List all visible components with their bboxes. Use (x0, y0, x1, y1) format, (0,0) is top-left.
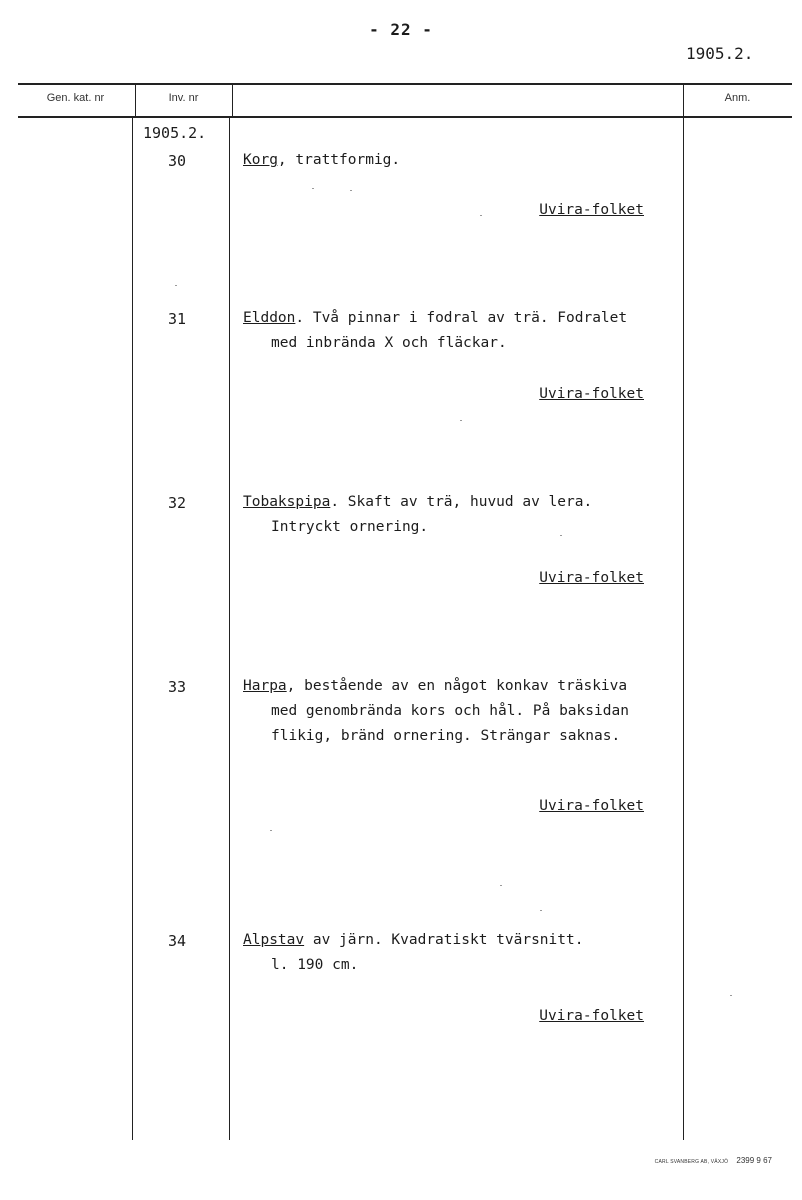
entry-text-line: , trattformig. (277, 152, 401, 168)
entry-text-line: av järn. Kvadratiskt tvärsnitt. (304, 932, 584, 948)
column-line-anm-left (683, 118, 684, 1140)
inventory-number: 34 (168, 932, 187, 950)
column-header-gen-kat-nr: Gen. kat. nr (46, 92, 105, 104)
inventory-number: 32 (168, 494, 187, 512)
inventory-number: 33 (168, 678, 187, 696)
printer-name: CARL SVANBERG AB, VÄXJÖ (654, 1159, 729, 1165)
column-header-inv-nr: Inv. nr (168, 92, 199, 104)
entry-text-line: , bestående av en något konkav träskiva (286, 678, 628, 694)
inventory-number: 31 (168, 310, 187, 328)
entry-description (243, 674, 663, 749)
column-divider-2 (232, 83, 233, 118)
series-number-header: 1905.2. (686, 44, 754, 63)
entry-title: Elddon (243, 310, 296, 326)
entry-origin: Uvira-folket (539, 1008, 644, 1024)
entry-text-line: med genombrända kors och hål. På baksidan (271, 703, 629, 719)
scan-speck (270, 830, 272, 831)
column-line-inv-left (132, 118, 133, 1140)
column-header-anm: Anm. (724, 92, 751, 104)
scan-speck (560, 535, 562, 536)
entry-title: Korg (243, 152, 278, 168)
series-label: 1905.2. (143, 124, 207, 142)
scan-speck (175, 285, 177, 286)
entry-description (243, 928, 663, 978)
entry-text-line: l. 190 cm. (271, 957, 359, 973)
entry-origin: Uvira-folket (539, 570, 644, 586)
entry-description (243, 306, 663, 356)
scan-speck (350, 190, 352, 191)
entry-title: Harpa (243, 678, 287, 694)
scan-speck (480, 215, 482, 216)
entry-origin: Uvira-folket (539, 798, 644, 814)
entry-text-line: . Skaft av trä, huvud av lera. (330, 494, 593, 510)
scan-speck (730, 995, 732, 996)
entry-description (243, 148, 663, 173)
inventory-number: 30 (168, 152, 187, 170)
entry-text-line: Intryckt ornering. (271, 519, 429, 535)
entry-origin: Uvira-folket (539, 386, 644, 402)
entry-text-line: flikig, bränd ornering. Strängar saknas. (271, 728, 621, 744)
scan-speck (540, 910, 542, 911)
entry-title: Alpstav (243, 932, 305, 948)
form-code: 2399 9 67 (736, 1156, 772, 1165)
printer-imprint (655, 1156, 772, 1165)
entry-text-line: med inbrända X och fläckar. (271, 335, 507, 351)
scan-speck (312, 188, 314, 189)
entry-origin: Uvira-folket (539, 202, 644, 218)
entry-description (243, 490, 663, 540)
entry-text-line: . Två pinnar i fodral av trä. Fodralet (295, 310, 628, 326)
page-number: - 22 - (369, 20, 433, 39)
column-line-inv-right (229, 118, 230, 1140)
scan-speck (500, 885, 502, 886)
scan-speck (460, 420, 462, 421)
entry-title: Tobakspipa (243, 494, 331, 510)
